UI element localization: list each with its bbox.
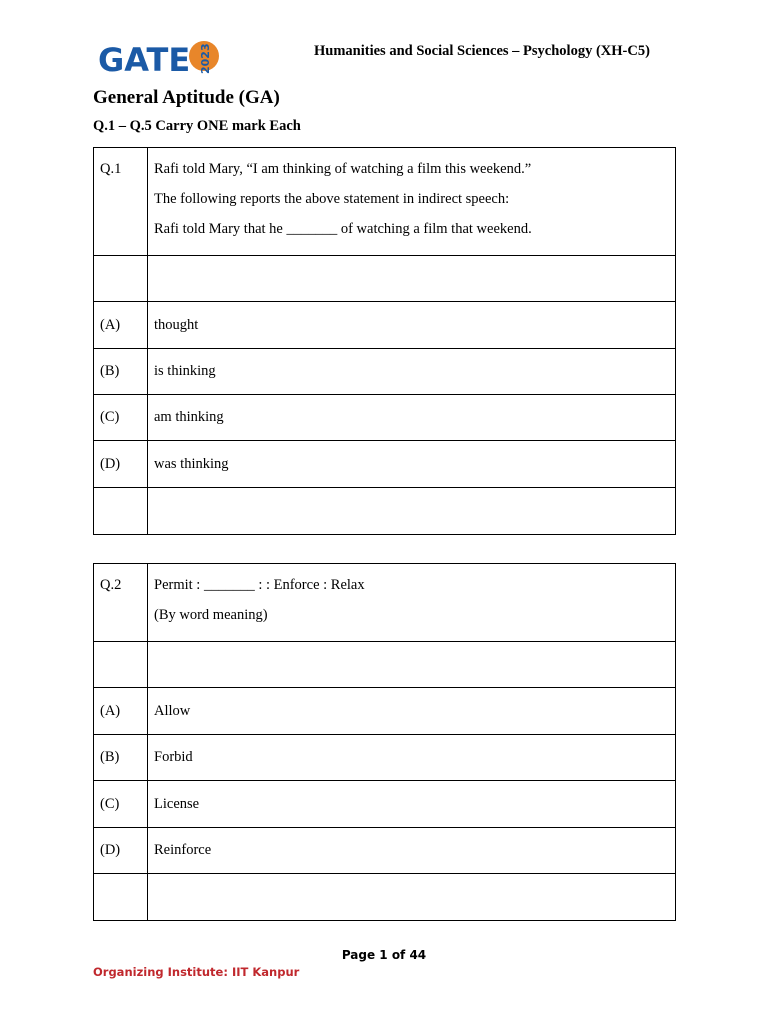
option-text: Forbid xyxy=(148,735,676,781)
question-table-q2 xyxy=(93,563,676,921)
logo-text: GATE xyxy=(98,41,191,79)
option-text: Reinforce xyxy=(148,828,676,874)
option-label: (D) xyxy=(94,828,148,874)
empty-row xyxy=(94,874,676,921)
option-text: was thinking xyxy=(148,441,676,488)
question-number: Q.2 xyxy=(94,564,148,642)
option-row-a xyxy=(94,302,676,349)
logo-year: 2023 xyxy=(199,43,212,74)
gate-logo xyxy=(96,38,226,82)
empty-row xyxy=(94,642,676,688)
question-header-row xyxy=(94,148,676,256)
option-row-d xyxy=(94,828,676,874)
stem-line: The following reports the above statement in indirect speech: xyxy=(154,191,510,207)
empty-row xyxy=(94,488,676,535)
option-label: (A) xyxy=(94,302,148,349)
empty-row xyxy=(94,256,676,302)
option-text: is thinking xyxy=(148,349,676,395)
option-label: (B) xyxy=(94,735,148,781)
stem-line: Permit : _______ : : Enforce : Relax xyxy=(154,577,365,593)
section-title: General Aptitude (GA) xyxy=(93,87,280,108)
question-number: Q.1 xyxy=(94,148,148,256)
option-text: Allow xyxy=(148,688,676,735)
stem-line: Rafi told Mary that he _______ of watching a film that weekend. xyxy=(154,221,532,237)
option-text: am thinking xyxy=(148,395,676,441)
question-stem xyxy=(148,564,676,642)
option-row-a xyxy=(94,688,676,735)
option-label: (C) xyxy=(94,395,148,441)
question-header-row xyxy=(94,564,676,642)
option-text: thought xyxy=(148,302,676,349)
question-table-q1 xyxy=(93,147,676,535)
page-number: Page 1 of 44 xyxy=(341,948,427,962)
stem-line: (By word meaning) xyxy=(154,607,268,623)
option-label: (D) xyxy=(94,441,148,488)
organizing-institute: Organizing Institute: IIT Kanpur xyxy=(93,965,300,979)
header-title: Humanities and Social Sciences – Psychology (XH-C5) xyxy=(314,43,650,59)
question-stem xyxy=(148,148,676,256)
option-label: (A) xyxy=(94,688,148,735)
option-row-d xyxy=(94,441,676,488)
option-row-c xyxy=(94,395,676,441)
option-label: (B) xyxy=(94,349,148,395)
gate-logo-graphic xyxy=(96,38,226,82)
option-text: License xyxy=(148,781,676,828)
option-row-c xyxy=(94,781,676,828)
option-row-b xyxy=(94,349,676,395)
stem-line: Rafi told Mary, “I am thinking of watching a film this weekend.” xyxy=(154,161,532,177)
option-label: (C) xyxy=(94,781,148,828)
subsection-title: Q.1 – Q.5 Carry ONE mark Each xyxy=(93,118,301,134)
option-row-b xyxy=(94,735,676,781)
